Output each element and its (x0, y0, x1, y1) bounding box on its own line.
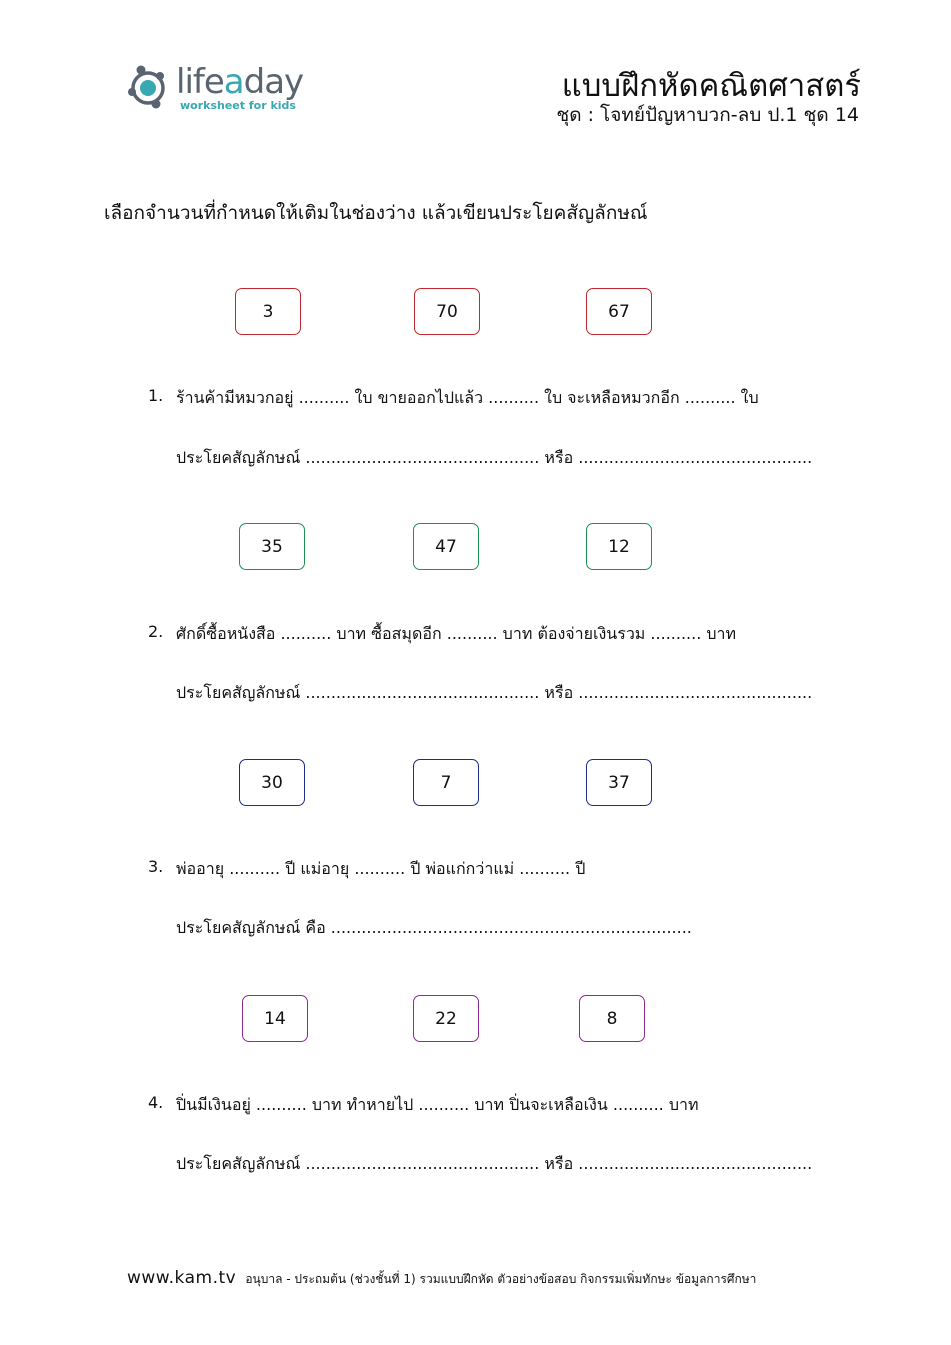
question-number: 1. (148, 386, 164, 405)
logo-tagline: worksheet for kids (180, 99, 296, 112)
question-text: ศักดิ์ซื้อหนังสือ .......... บาท ซื้อสมุดอีก .......... บาท ต้องจ่ายเงินรวม .......... บาท (176, 624, 737, 643)
footer-url-link[interactable]: www.kam.tv (127, 1268, 237, 1288)
symbol-sentence-line: ประโยคสัญลักษณ์ .............................................. หรือ .............................................. (176, 683, 813, 702)
choice-box: 47 (413, 523, 479, 570)
footer-description: อนุบาล - ประถมต้น (ช่วงชั้นที่ 1) รวมแบบฝึกหัด ตัวอย่างข้อสอบ กิจกรรมเพิ่มทักษะ ข้อมูลการศึกษา (245, 1272, 757, 1286)
instruction-text: เลือกจำนวนที่กำหนดให้เติมในช่องว่าง แล้วเขียนประโยคสัญลักษณ์ (104, 202, 648, 224)
choice-box: 14 (242, 995, 308, 1042)
question-number: 3. (148, 857, 164, 876)
choice-box: 12 (586, 523, 652, 570)
logo-wordmark: lifeaday (176, 62, 304, 102)
footer (127, 1268, 756, 1289)
question-text: พ่ออายุ .......... ปี แม่อายุ .......... ปี พ่อแก่กว่าแม่ .......... ปี (176, 859, 586, 878)
question-text: ปิ่นมีเงินอยู่ .......... บาท ทำหายไป .......... บาท ปิ่นจะเหลือเงิน .......... บาท (176, 1095, 699, 1114)
symbol-sentence-line: ประโยคสัญลักษณ์ คือ ....................................................................... (176, 918, 692, 937)
question-text: ร้านค้ามีหมวกอยู่ .......... ใบ ขายออกไปแล้ว .......... ใบ จะเหลือหมวกอีก .......... ใบ (176, 388, 759, 407)
choice-box: 37 (586, 759, 652, 806)
question-number: 4. (148, 1093, 164, 1112)
choice-box: 70 (414, 288, 480, 335)
symbol-sentence-line: ประโยคสัญลักษณ์ .............................................. หรือ .............................................. (176, 448, 813, 467)
choice-box: 3 (235, 288, 301, 335)
worksheet-subtitle: ชุด : โจทย์ปัญหาบวก-ลบ ป.1 ชุด 14 (556, 104, 859, 126)
question-number: 2. (148, 622, 164, 641)
choice-box: 35 (239, 523, 305, 570)
choice-box: 7 (413, 759, 479, 806)
symbol-sentence-line: ประโยคสัญลักษณ์ .............................................. หรือ .............................................. (176, 1154, 813, 1173)
choice-box: 22 (413, 995, 479, 1042)
choice-box: 30 (239, 759, 305, 806)
choice-box: 8 (579, 995, 645, 1042)
choice-box: 67 (586, 288, 652, 335)
worksheet-title: แบบฝึกหัดคณิตศาสตร์ (561, 68, 861, 104)
